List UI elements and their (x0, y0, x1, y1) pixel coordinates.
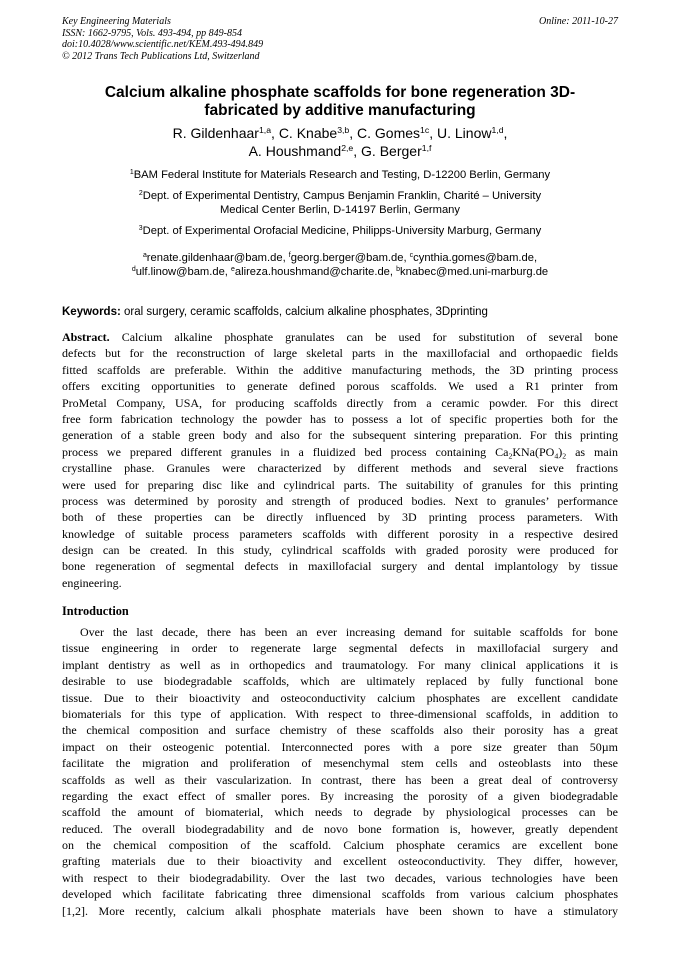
paper-title (62, 84, 618, 120)
author-affiliation-mark: 1c (420, 125, 430, 136)
abstract-line: ProMetal Company, USA, for producing scaffolds directly from a ceramic powder. For this direct (62, 395, 618, 410)
abstract-line: design can be created. In this study, cylindrical scaffolds with graded porosity were produced for (62, 543, 618, 558)
email-separator: , (533, 252, 538, 264)
author-affiliation-mark: 1,f (421, 143, 432, 154)
author-affiliation-mark: 1,d (491, 125, 504, 136)
formula-text: KNa(PO (512, 444, 555, 459)
author-affiliation-mark: 2,e (341, 143, 354, 154)
abstract-line: free form fabrication technology the powder has to possess a lot of specific properties both for the (62, 411, 618, 426)
email-key: c (409, 252, 414, 260)
email-key: e (231, 266, 235, 274)
email-separator: , (403, 252, 410, 264)
affiliation-number: 2 (138, 190, 143, 198)
author-name: R. Gildenhaar (172, 125, 259, 141)
email-address[interactable]: renate.gildenhaar@bam.de (146, 252, 283, 264)
formula-subscript: 2 (508, 451, 513, 461)
abstract-line: process was determined by porosity and strength of produced bodies. Next to granules’ performance (62, 493, 618, 508)
intro-line: on the chemical composition of the scaffold. Calcium phosphate ceramics are excellent bone (62, 838, 618, 853)
email-address[interactable]: ulf.linow@bam.de (135, 266, 225, 278)
author-line-2 (62, 142, 618, 160)
abstract-line: generation of a stable green body and also for the subsequent sintering preparation. For this printing (62, 428, 618, 443)
affiliation-text: Medical Center Berlin, D-14197 Berlin, Germany (219, 204, 460, 216)
keywords-label: Keywords: (62, 306, 121, 318)
title-line-1: Calcium alkaline phosphate scaffolds for bone regeneration 3D- (104, 84, 576, 101)
doi-line: doi:10.4028/www.scientific.net/KEM.493-494.849 (62, 39, 264, 50)
author-name: C. Knabe (278, 125, 338, 141)
abstract-line: fitted scaffolds are preferable. Within the additive manufacturing methods, the 3D printing process (62, 362, 618, 377)
author-separator: , (271, 125, 279, 141)
author-list (62, 124, 618, 160)
email-separator: , (389, 266, 397, 278)
email-address[interactable]: cynthia.gomes@bam.de (413, 252, 534, 264)
email-key: a (142, 252, 147, 260)
email-list (62, 251, 618, 279)
intro-line: developed which facilitate fabricating three dimensional scaffolds from various calcium phosphates (62, 887, 618, 902)
author-separator: , (349, 125, 358, 141)
abstract-formula-line (62, 444, 618, 460)
issn-line: ISSN: 1662-9795, Vols. 493-494, pp 849-854 (62, 27, 242, 39)
introduction-body (62, 624, 618, 919)
email-address[interactable]: knabec@med.uni-marburg.de (399, 266, 549, 278)
abstract-line: bone regeneration of segmental defects in maxillofacial surgery and dental implantology by tissue (62, 559, 618, 574)
intro-line: Over the last decade, there has been an ever increasing demand for suitable scaffolds for bone (80, 625, 618, 639)
intro-line: biomaterials for this type of application. With respect to three-dimensional scaffolds, in addition to (62, 706, 618, 721)
keywords (62, 305, 618, 319)
affiliation-number: 1 (129, 169, 134, 177)
intro-line: the chemical composition and surface chemistry of these scaffolds also their porosity has a great (62, 723, 618, 738)
author-name: G. Berger (361, 143, 422, 159)
email-separator: , (282, 252, 289, 264)
email-address[interactable]: alireza.houshmand@charite.de (234, 266, 390, 278)
author-separator: , (503, 125, 508, 141)
introduction-heading: Introduction (62, 604, 129, 618)
journal-header (62, 16, 618, 62)
copyright-line: © 2012 Trans Tech Publications Ltd, Switzerland (62, 50, 260, 62)
intro-line: regarding the exact effect of smaller pores. By increasing the porosity of a given biodegradable (62, 788, 618, 803)
abstract-line: defects but for the reconstruction of large skeletal parts in the maxillofacial and orthopaedic fields (62, 346, 618, 361)
formula-subscript: 4 (554, 451, 559, 461)
abstract-line: crystalline phase. Granules were characterized by different methods and several sieve fractions (62, 461, 618, 476)
abstract (62, 329, 618, 591)
abstract-line: engineering. (62, 575, 122, 590)
email-address[interactable]: georg.berger@bam.de (290, 252, 404, 264)
intro-line: tissue engineering in order to regenerate large segmental defects in maxillofacial surgery and (62, 641, 618, 656)
title-line-2: fabricated by additive manufacturing (204, 102, 476, 119)
abstract-line: knowledge of suitable process parameters scaffolds with different porosity in a respective desired (62, 526, 618, 541)
author-affiliation-mark: 1,a (258, 125, 272, 136)
online-date: Online: 2011-10-27 (539, 16, 618, 27)
author-affiliation-mark: 3,b (337, 125, 350, 136)
email-separator: , (224, 266, 232, 278)
intro-line: with respect to their biodegradability. Over the last two decades, various technologies have been (62, 870, 618, 885)
abstract-line (62, 329, 618, 345)
intro-line: [1,2]. More recently, calcium alkali phosphate materials have been shown to have a stimulatory (62, 903, 618, 918)
keywords-text: oral surgery, ceramic scaffolds, calcium alkaline phosphates, 3Dprinting (124, 306, 488, 318)
intro-line: scaffold the amount of biomaterial, which needs to degrade by physiological processes can be (62, 805, 618, 820)
formula-text: ) (558, 444, 563, 459)
journal-name: Key Engineering Materials (62, 16, 171, 27)
email-key: b (396, 266, 400, 274)
intro-line: facilitate the migration and proliferation of mesenchymal stem cells and osteoblasts into these (62, 756, 618, 771)
email-line-1 (62, 251, 618, 265)
email-key: d (131, 266, 136, 274)
author-name: C. Gomes (357, 125, 421, 141)
abstract-line: both of these properties can be directly influenced by 3D printing process parameters. With (62, 510, 618, 525)
formula-subscript: 2 (562, 451, 567, 461)
intro-line: implant dentistry as well as in orthopedics and traumatology. For many clinical applications it is (62, 657, 618, 672)
author-name: U. Linow (437, 125, 492, 141)
intro-line: impact on their osteogenic potential. Interconnected pores with a pore size greater than 50µm (62, 739, 618, 754)
author-separator: , (429, 125, 437, 141)
affiliation-3 (62, 224, 618, 238)
email-line-2 (62, 265, 618, 279)
affiliation-2 (62, 189, 618, 217)
intro-line: grafting materials due to their bioactivity and excellent osteoconductivity. They differ, however, (62, 854, 618, 869)
formula-text: as main (566, 444, 618, 459)
email-key: f (288, 252, 291, 260)
intro-line: desirable to use biodegradable scaffolds, which are ultimately replaced by fully functional bone (62, 674, 618, 689)
formula-text: process we prepared different granules in a fluidized bed process containing Ca (62, 444, 509, 459)
abstract-label: Abstract. (62, 330, 110, 344)
abstract-line: were used for preparing disc like and cylindrical parts. The suitability of granules for this printing (62, 477, 618, 492)
affiliation-1 (62, 168, 618, 182)
author-separator: , (353, 143, 362, 159)
affiliation-text: Dept. of Experimental Dentistry, Campus Benjamin Franklin, Charité – University (142, 190, 542, 202)
affiliation-number: 3 (138, 225, 143, 233)
affiliation-text: Dept. of Experimental Orofacial Medicine, Philipps-University Marburg, Germany (142, 225, 542, 237)
author-line-1 (62, 124, 618, 142)
author-name: A. Houshmand (248, 143, 342, 159)
intro-line: reduced. The overall biodegradability and de novo bone formation is, however, greatly dependent (62, 821, 618, 836)
abstract-text: Calcium alkaline phosphate granulates can be used for substitution of several bone (121, 330, 619, 344)
intro-line: scaffolds as well as their vascularization. In contrast, there has been a great deal of controversy (62, 772, 618, 787)
affiliation-text: BAM Federal Institute for Materials Research and Testing, D-12200 Berlin, Germany (133, 169, 551, 181)
intro-line: tissue. Due to their bioactivity and osteoconductivity calcium phosphates are excellent candidate (62, 690, 618, 705)
abstract-line: offers exciting opportunities to generate defined porous scaffolds. We used a R1 printer from (62, 379, 618, 394)
